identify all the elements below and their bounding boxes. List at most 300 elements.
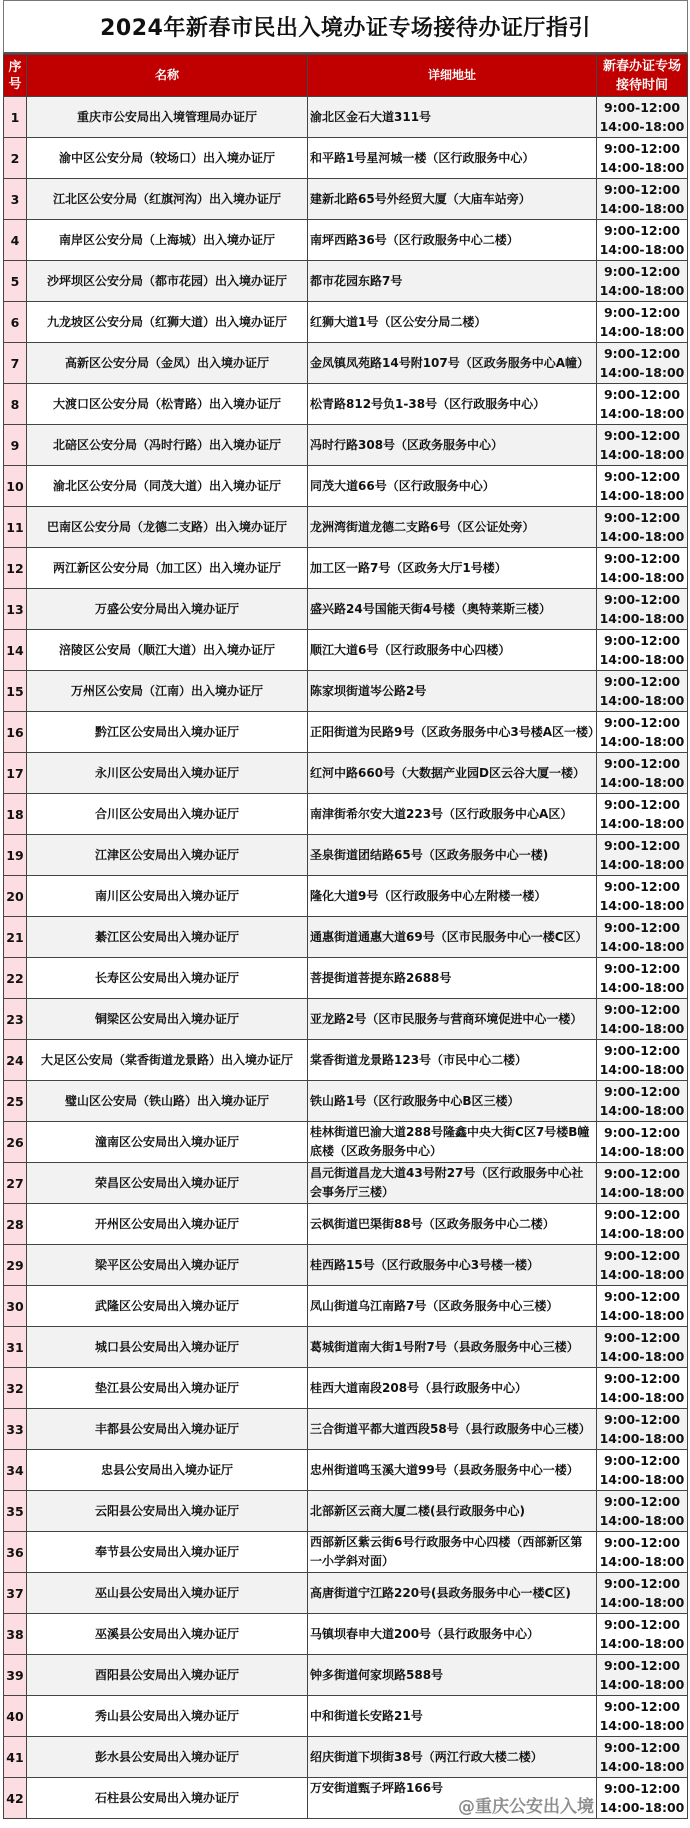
time-morning: 9:00-12:00 (603, 551, 681, 566)
row-seq: 20 (4, 876, 27, 917)
table-row (4, 548, 688, 589)
table-row (4, 999, 688, 1040)
time-afternoon: 14:00-18:00 (599, 1226, 685, 1241)
time-afternoon: 14:00-18:00 (599, 570, 685, 585)
row-address-cell (308, 876, 597, 917)
table-row (4, 1040, 688, 1081)
page-title: 2024年新春市民出入境办证专场接待办证厅指引 (3, 0, 688, 54)
row-address-cell (308, 1409, 597, 1450)
table-row (4, 1163, 688, 1204)
row-name: 酉阳县公安局出入境办证厅 (27, 1655, 308, 1696)
row-address-cell (308, 1368, 597, 1409)
time-afternoon: 14:00-18:00 (599, 529, 685, 544)
time-morning: 9:00-12:00 (603, 346, 681, 361)
time-morning: 9:00-12:00 (603, 1371, 681, 1386)
time-morning: 9:00-12:00 (603, 961, 681, 976)
table-row (4, 1778, 688, 1819)
table-row (4, 466, 688, 507)
row-seq: 11 (4, 507, 27, 548)
row-name: 黔江区公安局出入境办证厅 (27, 712, 308, 753)
table-row (4, 302, 688, 343)
row-time (597, 917, 688, 958)
time-morning: 9:00-12:00 (603, 633, 681, 648)
time-morning: 9:00-12:00 (603, 223, 681, 238)
row-seq: 26 (4, 1122, 27, 1163)
row-seq: 39 (4, 1655, 27, 1696)
row-time (597, 1286, 688, 1327)
row-time (597, 1737, 688, 1778)
row-address-cell (308, 630, 597, 671)
row-seq: 7 (4, 343, 27, 384)
row-address: 桂西大道南段208号（县行政服务中心） (310, 1380, 528, 1395)
row-seq: 36 (4, 1532, 27, 1573)
row-seq: 41 (4, 1737, 27, 1778)
row-time (597, 1655, 688, 1696)
row-time (597, 466, 688, 507)
row-address-cell (308, 1163, 597, 1204)
row-address: 都市花园东路7号 (310, 273, 403, 288)
row-time (597, 1532, 688, 1573)
row-time (597, 1204, 688, 1245)
time-afternoon: 14:00-18:00 (599, 160, 685, 175)
row-address: 昌元街道昌龙大道43号附27号（区行政服务中心社会事务厅三楼） (310, 1166, 584, 1199)
row-seq: 17 (4, 753, 27, 794)
time-afternoon: 14:00-18:00 (599, 1349, 685, 1364)
row-name: 石柱县公安局出入境办证厅 (27, 1778, 308, 1819)
time-morning: 9:00-12:00 (603, 1002, 681, 1017)
table-row (4, 1286, 688, 1327)
row-seq: 30 (4, 1286, 27, 1327)
service-hall-table (3, 54, 688, 1819)
row-time (597, 1778, 688, 1819)
row-address-cell (308, 1737, 597, 1778)
time-afternoon: 14:00-18:00 (599, 734, 685, 749)
table-header-row (4, 55, 688, 97)
row-seq: 10 (4, 466, 27, 507)
row-address-cell (308, 1286, 597, 1327)
time-morning: 9:00-12:00 (603, 1043, 681, 1058)
row-name: 武隆区公安局出入境办证厅 (27, 1286, 308, 1327)
time-afternoon: 14:00-18:00 (599, 775, 685, 790)
time-afternoon: 14:00-18:00 (599, 1103, 685, 1118)
row-name: 忠县公安局出入境办证厅 (27, 1450, 308, 1491)
row-address-cell (308, 384, 597, 425)
row-time (597, 630, 688, 671)
time-afternoon: 14:00-18:00 (599, 1800, 685, 1815)
row-address: 忠州街道鸣玉溪大道99号（县政务服务中心一楼） (310, 1462, 579, 1477)
row-address-cell (308, 1655, 597, 1696)
time-morning: 9:00-12:00 (603, 592, 681, 607)
time-morning: 9:00-12:00 (603, 141, 681, 156)
row-address-cell (308, 466, 597, 507)
row-address: 冯时行路308号（区政务服务中心） (310, 437, 504, 452)
time-afternoon: 14:00-18:00 (599, 693, 685, 708)
time-afternoon: 14:00-18:00 (599, 283, 685, 298)
time-morning: 9:00-12:00 (603, 264, 681, 279)
table-row (4, 1122, 688, 1163)
row-time (597, 876, 688, 917)
time-morning: 9:00-12:00 (603, 1125, 681, 1140)
row-seq: 2 (4, 138, 27, 179)
row-name: 万盛公安分局出入境办证厅 (27, 589, 308, 630)
row-seq: 25 (4, 1081, 27, 1122)
time-afternoon: 14:00-18:00 (599, 447, 685, 462)
row-address-cell (308, 220, 597, 261)
row-time (597, 958, 688, 999)
row-time (597, 1491, 688, 1532)
time-morning: 9:00-12:00 (603, 510, 681, 525)
time-morning: 9:00-12:00 (603, 797, 681, 812)
row-address-cell (308, 302, 597, 343)
row-address: 万安街道甄子坪路166号 (310, 1781, 444, 1795)
row-time (597, 1081, 688, 1122)
row-address-cell (308, 1532, 597, 1573)
time-afternoon: 14:00-18:00 (599, 652, 685, 667)
time-afternoon: 14:00-18:00 (599, 1554, 685, 1569)
table-row (4, 1368, 688, 1409)
row-name: 渝北区公安分局（同茂大道）出入境办证厅 (27, 466, 308, 507)
row-name: 万州区公安局（江南）出入境办证厅 (27, 671, 308, 712)
row-address-cell (308, 794, 597, 835)
row-time (597, 1614, 688, 1655)
row-seq: 12 (4, 548, 27, 589)
time-afternoon: 14:00-18:00 (599, 1267, 685, 1282)
time-morning: 9:00-12:00 (603, 387, 681, 402)
row-time (597, 220, 688, 261)
table-row (4, 1409, 688, 1450)
row-name: 綦江区公安局出入境办证厅 (27, 917, 308, 958)
row-address-cell (308, 671, 597, 712)
time-afternoon: 14:00-18:00 (599, 939, 685, 954)
row-name: 九龙坡区公安分局（红狮大道）出入境办证厅 (27, 302, 308, 343)
time-morning: 9:00-12:00 (603, 305, 681, 320)
row-name: 巫溪县公安局出入境办证厅 (27, 1614, 308, 1655)
row-name: 高新区公安分局（金凤）出入境办证厅 (27, 343, 308, 384)
time-morning: 9:00-12:00 (603, 1248, 681, 1263)
row-name: 永川区公安局出入境办证厅 (27, 753, 308, 794)
row-address-cell (308, 1081, 597, 1122)
row-address: 金凤镇凤苑路14号附107号（区政务服务中心A幢） (310, 355, 590, 370)
row-address-cell (308, 1491, 597, 1532)
row-time (597, 753, 688, 794)
row-address-cell (308, 1204, 597, 1245)
row-seq: 8 (4, 384, 27, 425)
time-morning: 9:00-12:00 (603, 879, 681, 894)
row-seq: 3 (4, 179, 27, 220)
row-seq: 35 (4, 1491, 27, 1532)
row-time (597, 138, 688, 179)
row-address-cell (308, 1122, 597, 1163)
header-name: 名称 (27, 55, 308, 97)
time-afternoon: 14:00-18:00 (599, 324, 685, 339)
time-morning: 9:00-12:00 (603, 1330, 681, 1345)
table-row (4, 1573, 688, 1614)
row-time (597, 671, 688, 712)
row-seq: 19 (4, 835, 27, 876)
table-row (4, 1655, 688, 1696)
time-morning: 9:00-12:00 (603, 1617, 681, 1632)
time-afternoon: 14:00-18:00 (599, 1308, 685, 1323)
table-row (4, 1081, 688, 1122)
row-seq: 28 (4, 1204, 27, 1245)
row-address-cell (308, 589, 597, 630)
row-address-cell (308, 1327, 597, 1368)
row-time (597, 261, 688, 302)
row-address-cell (308, 1696, 597, 1737)
time-morning: 9:00-12:00 (603, 1453, 681, 1468)
row-name: 荣昌区公安局出入境办证厅 (27, 1163, 308, 1204)
row-address-cell (308, 1573, 597, 1614)
time-morning: 9:00-12:00 (603, 1412, 681, 1427)
row-time (597, 1368, 688, 1409)
time-afternoon: 14:00-18:00 (599, 816, 685, 831)
time-afternoon: 14:00-18:00 (599, 488, 685, 503)
row-seq: 14 (4, 630, 27, 671)
row-seq: 15 (4, 671, 27, 712)
row-time (597, 1245, 688, 1286)
table-row (4, 712, 688, 753)
watermark: @重庆公安出入境 (458, 1797, 594, 1817)
row-time (597, 1409, 688, 1450)
time-morning: 9:00-12:00 (603, 1740, 681, 1755)
table-row (4, 261, 688, 302)
row-address: 同茂大道66号（区行政服务中心） (310, 478, 495, 493)
time-morning: 9:00-12:00 (603, 1207, 681, 1222)
row-seq: 4 (4, 220, 27, 261)
row-address-cell (308, 958, 597, 999)
row-name: 开州区公安局出入境办证厅 (27, 1204, 308, 1245)
row-name: 南川区公安局出入境办证厅 (27, 876, 308, 917)
header-seq: 序号 (4, 55, 27, 97)
time-afternoon: 14:00-18:00 (599, 365, 685, 380)
row-name: 重庆市公安局出入境管理局办证厅 (27, 97, 308, 138)
row-seq: 24 (4, 1040, 27, 1081)
row-seq: 42 (4, 1778, 27, 1819)
row-address-cell (308, 835, 597, 876)
row-address: 云枫街道巴渠街88号（区政务服务中心二楼） (310, 1216, 555, 1231)
row-time (597, 1573, 688, 1614)
row-address-cell (308, 753, 597, 794)
row-name: 长寿区公安局出入境办证厅 (27, 958, 308, 999)
row-name: 江北区公安分局（红旗河沟）出入境办证厅 (27, 179, 308, 220)
row-seq: 21 (4, 917, 27, 958)
row-name: 秀山县公安局出入境办证厅 (27, 1696, 308, 1737)
time-morning: 9:00-12:00 (603, 920, 681, 935)
row-time (597, 384, 688, 425)
row-address: 加工区一路7号（区政务大厅1号楼） (310, 560, 507, 575)
row-time (597, 1040, 688, 1081)
row-time (597, 425, 688, 466)
row-address-cell (308, 261, 597, 302)
time-afternoon: 14:00-18:00 (599, 1021, 685, 1036)
row-name: 合川区公安局出入境办证厅 (27, 794, 308, 835)
row-seq: 34 (4, 1450, 27, 1491)
row-seq: 33 (4, 1409, 27, 1450)
row-address: 桂林街道巴渝大道288号隆鑫中央大街C区7号楼B幢底楼（区政务服务中心） (310, 1125, 590, 1158)
time-afternoon: 14:00-18:00 (599, 1759, 685, 1774)
table-row (4, 220, 688, 261)
row-seq: 22 (4, 958, 27, 999)
table-row (4, 507, 688, 548)
row-seq: 9 (4, 425, 27, 466)
row-name: 丰都县公安局出入境办证厅 (27, 1409, 308, 1450)
row-name: 南岸区公安分局（上海城）出入境办证厅 (27, 220, 308, 261)
row-seq: 13 (4, 589, 27, 630)
row-address-cell (308, 425, 597, 466)
time-afternoon: 14:00-18:00 (599, 201, 685, 216)
row-name: 巴南区公安分局（龙德二支路）出入境办证厅 (27, 507, 308, 548)
time-afternoon: 14:00-18:00 (599, 898, 685, 913)
row-address-cell (308, 999, 597, 1040)
row-address-cell (308, 1614, 597, 1655)
row-time (597, 507, 688, 548)
row-address: 北部新区云商大厦二楼(县行政服务中心) (310, 1503, 525, 1518)
table-row (4, 958, 688, 999)
time-afternoon: 14:00-18:00 (599, 1677, 685, 1692)
table-row (4, 425, 688, 466)
row-name: 潼南区公安局出入境办证厅 (27, 1122, 308, 1163)
row-address: 中和街道长安路21号 (310, 1708, 423, 1723)
row-name: 北碚区公安分局（冯时行路）出入境办证厅 (27, 425, 308, 466)
table-row (4, 97, 688, 138)
row-address-cell (308, 179, 597, 220)
time-afternoon: 14:00-18:00 (599, 1718, 685, 1733)
header-address: 详细地址 (308, 55, 597, 97)
row-seq: 40 (4, 1696, 27, 1737)
table-row (4, 794, 688, 835)
row-address-cell (308, 97, 597, 138)
row-address: 和平路1号星河城一楼（区行政服务中心） (310, 150, 535, 165)
row-address: 棠香街道龙景路123号（市民中心二楼） (310, 1052, 528, 1067)
time-afternoon: 14:00-18:00 (599, 1390, 685, 1405)
row-address: 红狮大道1号（区公安分局二楼） (310, 314, 487, 329)
row-time (597, 1122, 688, 1163)
row-name: 江津区公安局出入境办证厅 (27, 835, 308, 876)
table-row (4, 1204, 688, 1245)
time-morning: 9:00-12:00 (603, 182, 681, 197)
row-address-cell (308, 138, 597, 179)
time-morning: 9:00-12:00 (603, 1494, 681, 1509)
row-seq: 16 (4, 712, 27, 753)
time-morning: 9:00-12:00 (603, 1699, 681, 1714)
row-address-cell (308, 1778, 597, 1819)
table-row (4, 835, 688, 876)
row-address: 钟多街道何家坝路588号 (310, 1667, 444, 1682)
table-row (4, 1245, 688, 1286)
row-name: 璧山区公安局（铁山路）出入境办证厅 (27, 1081, 308, 1122)
time-morning: 9:00-12:00 (603, 1576, 681, 1591)
time-afternoon: 14:00-18:00 (599, 611, 685, 626)
row-address: 松青路812号负1-38号（区行政服务中心） (310, 396, 546, 411)
row-address: 盛兴路24号国能天街4号楼（奥特莱斯三楼） (310, 601, 552, 616)
row-address: 三合街道平都大道西段58号（县行政服务中心三楼） (310, 1421, 591, 1436)
row-time (597, 302, 688, 343)
time-afternoon: 14:00-18:00 (599, 1513, 685, 1528)
row-seq: 27 (4, 1163, 27, 1204)
table-row (4, 343, 688, 384)
row-address: 铁山路1号（区行政服务中心B区三楼） (310, 1093, 520, 1108)
row-address-cell (308, 1040, 597, 1081)
row-address-cell (308, 917, 597, 958)
row-address-cell (308, 1245, 597, 1286)
row-address: 南坪西路36号（区行政服务中心二楼） (310, 232, 519, 247)
row-address: 葛城街道南大街1号附7号（县政务服务中心三楼） (310, 1339, 579, 1354)
row-time (597, 548, 688, 589)
time-afternoon: 14:00-18:00 (599, 857, 685, 872)
row-address: 绍庆街道下坝街38号（两江行政大楼二楼） (310, 1749, 543, 1764)
row-time (597, 794, 688, 835)
time-morning: 9:00-12:00 (603, 674, 681, 689)
row-address: 渝北区金石大道311号 (310, 109, 432, 124)
row-time (597, 835, 688, 876)
time-afternoon: 14:00-18:00 (599, 242, 685, 257)
time-afternoon: 14:00-18:00 (599, 1472, 685, 1487)
header-time: 新春办证专场接待时间 (597, 55, 688, 97)
table-row (4, 179, 688, 220)
row-address: 隆化大道9号（区行政服务中心左附楼一楼） (310, 888, 547, 903)
row-time (597, 1696, 688, 1737)
time-morning: 9:00-12:00 (603, 1535, 681, 1550)
row-address: 顺江大道6号（区行政服务中心四楼） (310, 642, 511, 657)
row-address-cell (308, 343, 597, 384)
table-row (4, 630, 688, 671)
row-address: 高唐街道宁江路220号(县政务服务中心一楼C区) (310, 1585, 571, 1600)
row-seq: 5 (4, 261, 27, 302)
row-name: 渝中区公安分局（较场口）出入境办证厅 (27, 138, 308, 179)
time-morning: 9:00-12:00 (603, 1084, 681, 1099)
table-row (4, 1450, 688, 1491)
row-address: 凤山街道乌江南路7号（区政务服务中心三楼） (310, 1298, 559, 1313)
time-afternoon: 14:00-18:00 (599, 1636, 685, 1651)
time-morning: 9:00-12:00 (603, 1658, 681, 1673)
row-address: 建新北路65号外经贸大厦（大庙车站旁） (310, 191, 531, 206)
time-morning: 9:00-12:00 (603, 100, 681, 115)
time-afternoon: 14:00-18:00 (599, 980, 685, 995)
row-address: 龙洲湾街道龙德二支路6号（区公证处旁） (310, 519, 535, 534)
table-row (4, 384, 688, 425)
table-row (4, 876, 688, 917)
table-row (4, 753, 688, 794)
row-name: 大足区公安局（棠香街道龙景路）出入境办证厅 (27, 1040, 308, 1081)
time-afternoon: 14:00-18:00 (599, 1595, 685, 1610)
row-address: 正阳街道为民路9号（区政务服务中心3号楼A区一楼） (310, 724, 600, 739)
table-row (4, 1532, 688, 1573)
time-afternoon: 14:00-18:00 (599, 1431, 685, 1446)
row-time (597, 712, 688, 753)
row-name: 彭水县公安局出入境办证厅 (27, 1737, 308, 1778)
time-afternoon: 14:00-18:00 (599, 1144, 685, 1159)
row-name: 巫山县公安局出入境办证厅 (27, 1573, 308, 1614)
table-row (4, 138, 688, 179)
time-morning: 9:00-12:00 (603, 1289, 681, 1304)
row-name: 大渡口区公安分局（松青路）出入境办证厅 (27, 384, 308, 425)
row-time (597, 97, 688, 138)
row-seq: 32 (4, 1368, 27, 1409)
row-seq: 38 (4, 1614, 27, 1655)
time-morning: 9:00-12:00 (603, 469, 681, 484)
row-time (597, 1327, 688, 1368)
row-time (597, 589, 688, 630)
row-seq: 18 (4, 794, 27, 835)
row-address: 马镇坝春申大道200号（县行政服务中心） (310, 1626, 540, 1641)
row-address: 红河中路660号（大数据产业园D区云谷大厦一楼） (310, 765, 586, 780)
row-address: 西部新区紫云街6号行政服务中心四楼（西部新区第一小学斜对面） (310, 1535, 583, 1568)
row-name: 铜梁区公安局出入境办证厅 (27, 999, 308, 1040)
table-row (4, 1737, 688, 1778)
time-morning: 9:00-12:00 (603, 1166, 681, 1181)
row-address: 圣泉街道团结路65号（区政务服务中心一楼) (310, 847, 549, 862)
time-morning: 9:00-12:00 (603, 1781, 681, 1796)
